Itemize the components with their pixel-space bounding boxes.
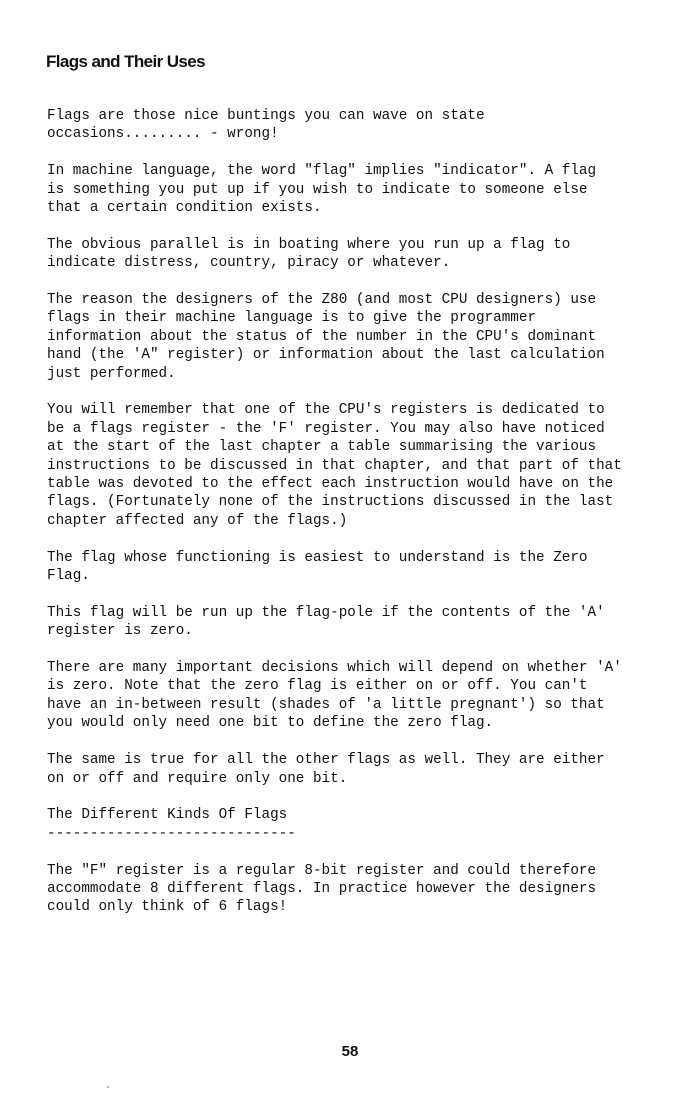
paragraph-flag-pole: This flag will be run up the flag-pole if the contents of the 'A' register is zero. [47,604,605,640]
paragraph-eight-flags: The "F" register is a regular 8-bit register and could therefore accommodate 8 different flags. In practice however the designers could only think of 6 flags! [47,862,597,916]
paragraph-boating-parallel: The obvious parallel is in boating where you run up a flag to indicate distress, country, piracy or whatever. [47,236,571,272]
section-heading: Flags and Their Uses [46,52,205,71]
subheading-kinds-of-flags: The Different Kinds Of Flags ----------------------------- [47,807,296,842]
paragraph-f-register: You will remember that one of the CPU's registers is dedicated to be a flags register - the 'F' register. You may also have noticed at the start of the last chapter a table summarising the various instructions to be discussed in that chapter, and that part of that table was devoted to the effect each instruction would have on the flags. (Fortunately none of the instructions discussed in the last chapter affected any of the flags.) [47,402,622,529]
paragraph-flag-meaning: In machine language, the word "flag" implies "indicator". A flag is something you put up if you wish to indicate to someone else that a certain condition exists. [47,163,597,217]
body-text [47,107,687,917]
paragraph-other-flags: The same is true for all the other flags as well. They are either on or off and require only one bit. [47,752,605,787]
scan-speck [107,1086,109,1088]
page-number: 58 [341,1043,359,1060]
paragraph-reason-for-flags: The reason the designers of the Z80 (and most CPU designers) use flags in their machine language is to give the programmer information about the status of the number in the CPU's dominant hand (the 'A" register) or information about the last calculation just performed. [47,292,605,382]
paragraph-zero-flag: The flag whose functioning is easiest to understand is the Zero Flag. [47,549,588,585]
paragraph-decisions: There are many important decisions which will depend on whether 'A' is zero. Note that the zero flag is either on or off. You can't have an in-between result (shades of 'a little pregnant') so that you would only need one bit to define the zero flag. [47,660,622,732]
paragraph-flags-intro: Flags are those nice buntings you can wave on state occasions......... - wrong! [47,108,485,143]
